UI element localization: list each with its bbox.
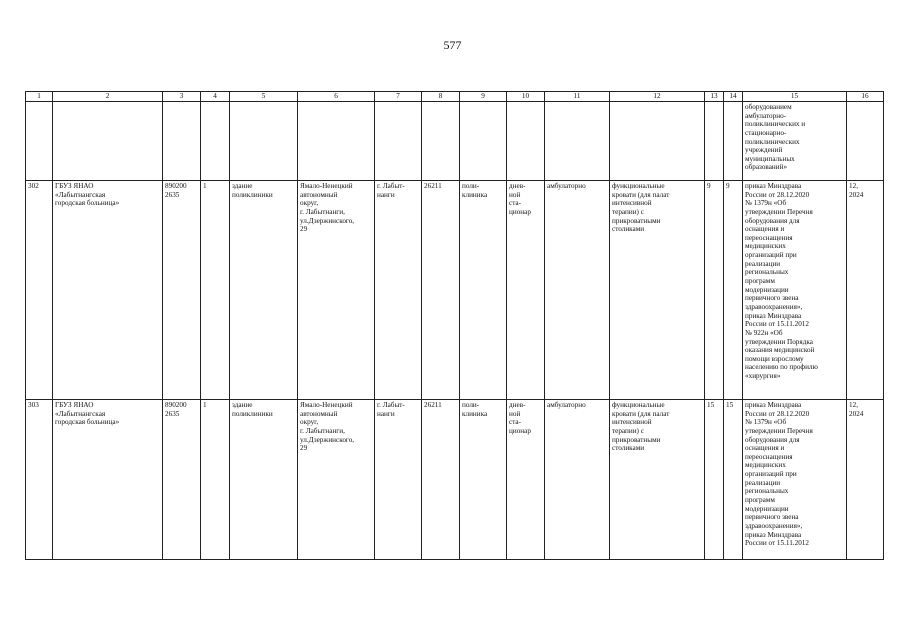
address-cell: Ямало-Ненецкий автономный округ, г. Лабытнанги, ул.Дзержинского, 29 xyxy=(298,181,375,400)
building-cell: здание поликлиники xyxy=(230,181,298,400)
equipment-table xyxy=(25,91,884,560)
continuation-row xyxy=(26,102,884,181)
col-header-6: 6 xyxy=(298,92,375,102)
empty-cell xyxy=(163,102,201,181)
address-cell: Ямало-Ненецкий автономный округ, г. Лабытнанги, ул.Дзержинского, 29 xyxy=(298,400,375,560)
code-cell: 26211 xyxy=(422,181,460,400)
inn-cell: 890200 2635 xyxy=(163,181,201,400)
empty-cell xyxy=(298,102,375,181)
quantity-cell: 15 xyxy=(705,400,724,560)
col-header-1: 1 xyxy=(26,92,53,102)
col-header-11: 11 xyxy=(545,92,610,102)
legal-basis-cell: приказ Минздрава России от 28.12.2020 № 1379н «Об утверждении Перечня оборудования для оснащения и переоснащения медицинских организаций при реализации региональных программ модернизации первичного звена здравоохранения», приказ Минздрава России от 15.11.2012 xyxy=(743,400,847,560)
col-header-16: 16 xyxy=(847,92,884,102)
care-mode-cell: амбулаторно xyxy=(545,181,610,400)
empty-cell xyxy=(460,102,507,181)
empty-cell xyxy=(507,102,545,181)
col-header-12: 12 xyxy=(610,92,705,102)
col-header-7: 7 xyxy=(375,92,422,102)
department-cell: днев- ной ста- ционар xyxy=(507,400,545,560)
empty-cell xyxy=(847,102,884,181)
col-header-8: 8 xyxy=(422,92,460,102)
legal-basis-cell: приказ Минздрава России от 28.12.2020 № 1379н «Об утверждении Перечня оборудования для оснащения и переоснащения медицинских организаций при реализации региональных программ модернизации первичного звена здравоохранения», приказ Минздрава России от 15.11.2012 № 922н «Об утверждении Порядка оказания медицинской помощи взрослому населению по профилю «хирургия» xyxy=(743,181,847,400)
care-mode-cell: амбулаторно xyxy=(545,400,610,560)
col-header-10: 10 xyxy=(507,92,545,102)
city-cell: г. Лабыт- нанги xyxy=(375,181,422,400)
deadline-cell: 12, 2024 xyxy=(847,400,884,560)
equipment-cell: функциональные кровати (для палат интенсивной терапии) с прикроватными столиками xyxy=(610,400,705,560)
empty-cell xyxy=(26,102,53,181)
unit-type-cell: поли- клиника xyxy=(460,400,507,560)
row-number-cell: 302 xyxy=(26,181,53,400)
equipment-cell: функциональные кровати (для палат интенсивной терапии) с прикроватными столиками xyxy=(610,181,705,400)
inn-cell: 890200 2635 xyxy=(163,400,201,560)
empty-cell xyxy=(724,102,743,181)
empty-cell xyxy=(375,102,422,181)
organization-cell: ГБУЗ ЯНАО «Лабытнангская городская больница» xyxy=(53,400,163,560)
empty-cell xyxy=(610,102,705,181)
page-number: 577 xyxy=(443,38,462,52)
table-row xyxy=(26,181,884,400)
row-number-cell: 303 xyxy=(26,400,53,560)
header-row xyxy=(26,92,884,102)
col-header-5: 5 xyxy=(230,92,298,102)
col-header-13: 13 xyxy=(705,92,724,102)
col-header-9: 9 xyxy=(460,92,507,102)
quantity-cell: 9 xyxy=(705,181,724,400)
col-header-4: 4 xyxy=(201,92,230,102)
quantity-cell: 9 xyxy=(724,181,743,400)
col-header-15: 15 xyxy=(743,92,847,102)
building-cell: здание поликлиники xyxy=(230,400,298,560)
empty-cell xyxy=(230,102,298,181)
empty-cell xyxy=(422,102,460,181)
col-header-14: 14 xyxy=(724,92,743,102)
quantity-cell: 15 xyxy=(724,400,743,560)
count-cell: 1 xyxy=(201,400,230,560)
col-header-3: 3 xyxy=(163,92,201,102)
city-cell: г. Лабыт- нанги xyxy=(375,400,422,560)
empty-cell xyxy=(201,102,230,181)
count-cell: 1 xyxy=(201,181,230,400)
legal-basis-cell: оборудованием амбулаторно- поликлинических и стационарно- поликлинических учреждений муниципальных образований» xyxy=(743,102,847,181)
table-row xyxy=(26,400,884,560)
code-cell: 26211 xyxy=(422,400,460,560)
empty-cell xyxy=(545,102,610,181)
organization-cell: ГБУЗ ЯНАО «Лабытнангская городская больница» xyxy=(53,181,163,400)
deadline-cell: 12, 2024 xyxy=(847,181,884,400)
unit-type-cell: поли- клиника xyxy=(460,181,507,400)
empty-cell xyxy=(53,102,163,181)
col-header-2: 2 xyxy=(53,92,163,102)
empty-cell xyxy=(705,102,724,181)
department-cell: днев- ной ста- ционар xyxy=(507,181,545,400)
